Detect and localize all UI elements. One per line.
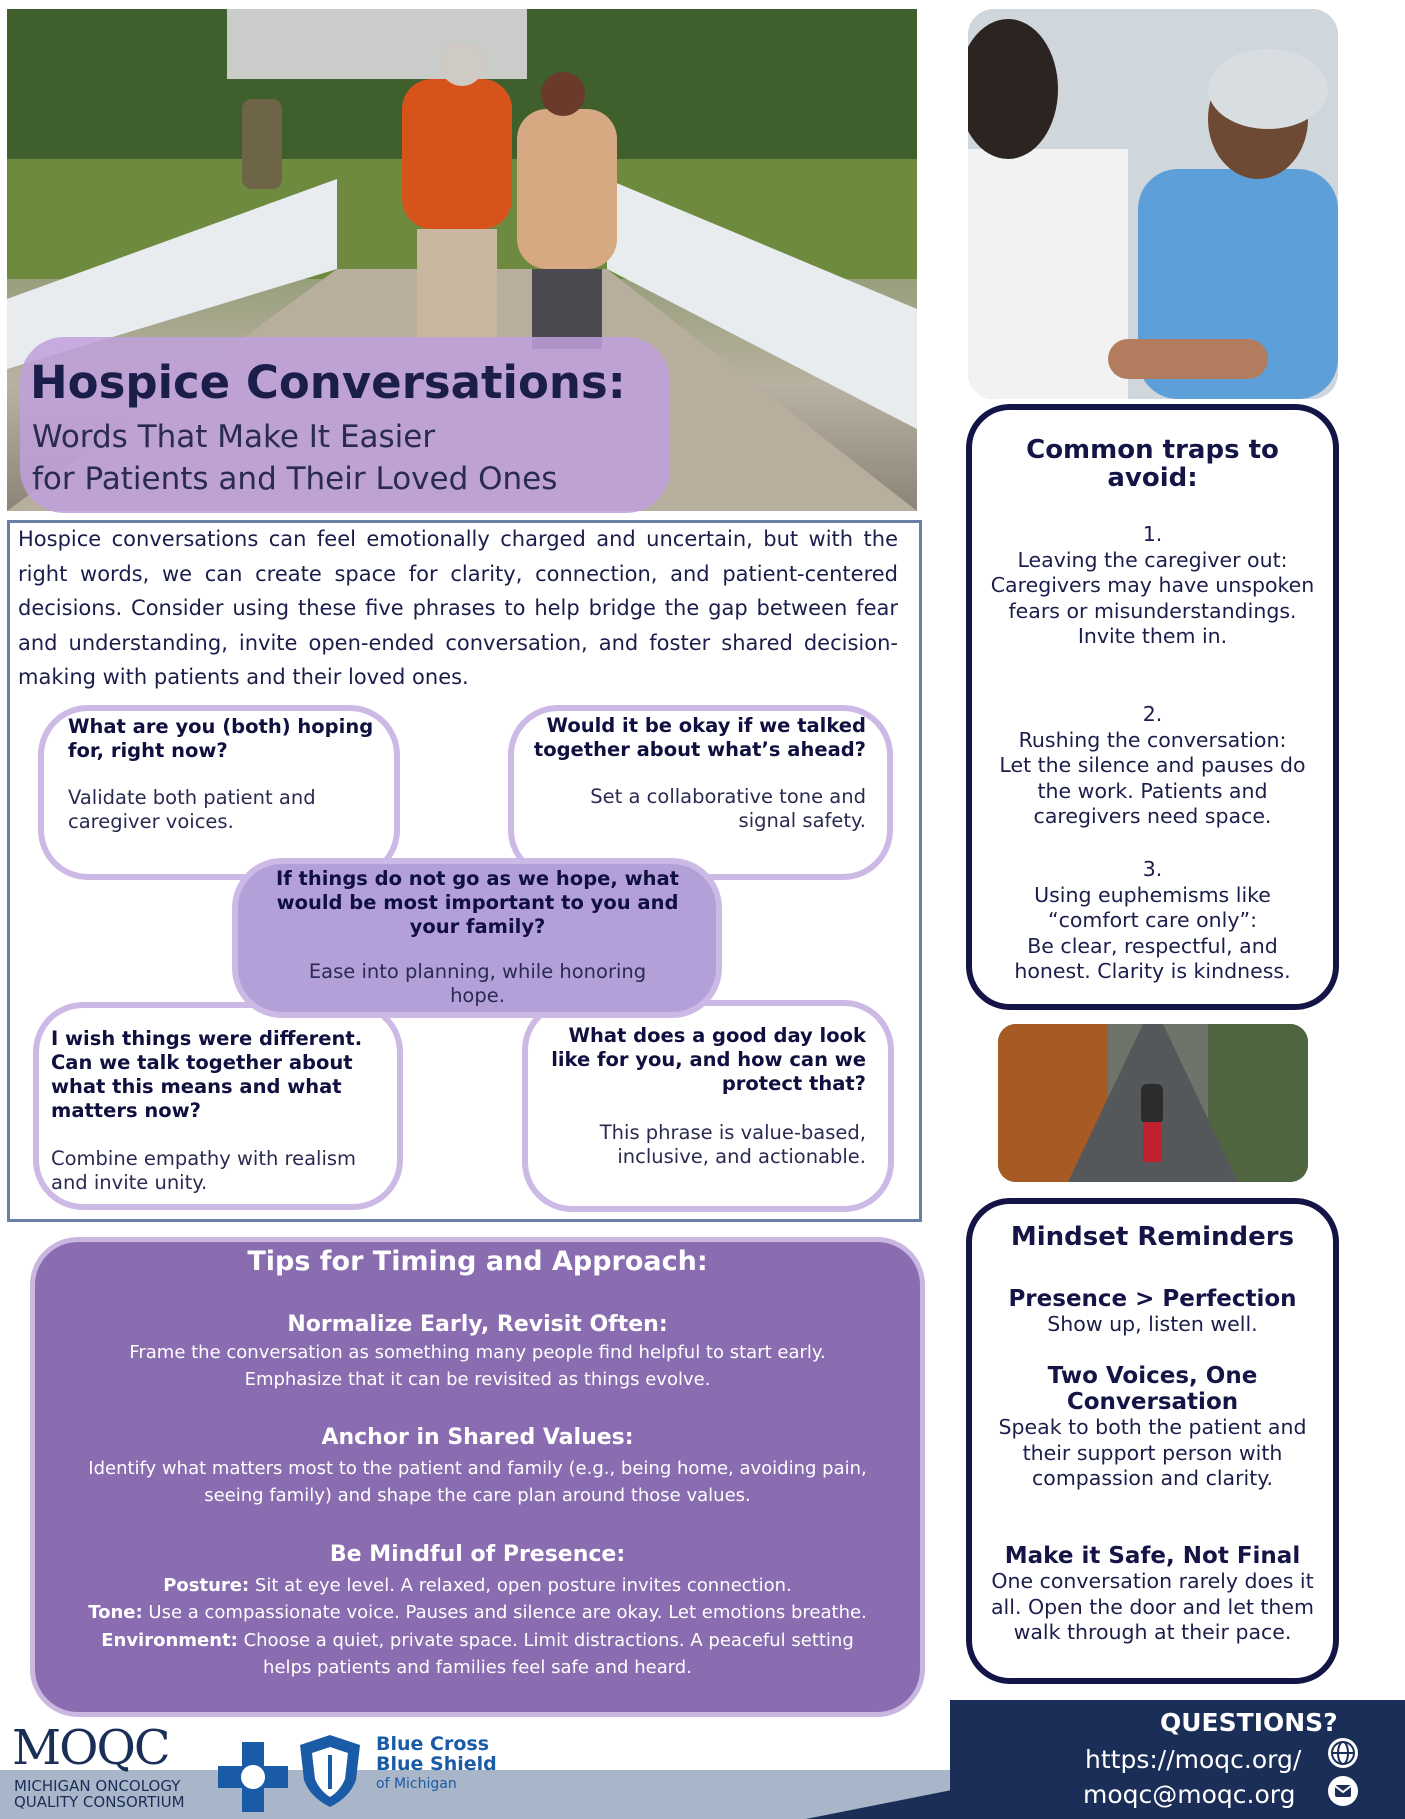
phrase-2-note: Set a collaborative tone and signal safety.	[590, 785, 866, 832]
tip-heading-3: Be Mindful of Presence:	[329, 1542, 626, 1567]
page-title: Hospice Conversations:	[30, 356, 626, 409]
phrase-3-note: Ease into planning, while honoring hope.	[308, 960, 647, 1007]
tip-presence-environment: Environment: Choose a quiet, private space. Limit distractions. A peaceful setting	[101, 1630, 854, 1651]
phrase-4-note: Combine empathy with realism and invite unity.	[51, 1147, 357, 1194]
phrase-1-question: What are you (both) hoping for, right now?	[68, 715, 374, 762]
bridge-photo	[998, 1024, 1308, 1182]
blue-shield-icon	[300, 1735, 360, 1807]
trap-3: 3. Using euphemisms like “comfort care only”: Be clear, respectful, and honest. Clarity is kindness.	[1014, 857, 1291, 983]
moqc-subtitle: MICHIGAN ONCOLOGY QUALITY CONSORTIUM	[14, 1777, 185, 1811]
blue-cross-icon	[218, 1742, 288, 1812]
page-subtitle	[32, 416, 557, 500]
intro-paragraph: Hospice conversations can feel emotionally charged and uncertain, but with the right words, we can create space for clarity, connection, and patient-centered decisions. Consider using these five phrases to help bridge the gap between fear and understanding, invite open-ended conversation, and foster shared decision-making with patients and their loved ones.	[18, 527, 898, 689]
phrase-5-question: What does a good day look like for you, and how can we protect that?	[551, 1024, 866, 1095]
subtitle-line-1: Words That Make It Easier	[32, 419, 436, 455]
bcbs-name: Blue Cross Blue Shield	[376, 1733, 497, 1775]
globe-icon	[1328, 1738, 1358, 1768]
tip-text-2b: seeing family) and shape the care plan around those values.	[204, 1485, 751, 1506]
tip-heading-2: Anchor in Shared Values:	[321, 1425, 634, 1450]
subtitle-line-2: for Patients and Their Loved Ones	[32, 461, 558, 497]
questions-label: QUESTIONS?	[1160, 1708, 1338, 1737]
tip-text-2a: Identify what matters most to the patient and family (e.g., being home, avoiding pain,	[88, 1458, 867, 1479]
website-link[interactable]: https://moqc.org/	[1085, 1745, 1302, 1774]
phrase-5-note: This phrase is value-based, inclusive, and actionable.	[599, 1121, 866, 1168]
trap-2: 2. Rushing the conversation: Let the silence and pauses do the work. Patients and caregivers need space.	[999, 702, 1306, 828]
phrase-2-question: Would it be okay if we talked together about what’s ahead?	[533, 714, 866, 761]
tip-presence-tone: Tone: Use a compassionate voice. Pauses and silence are okay. Let emotions breathe.	[88, 1602, 867, 1623]
phrase-4-question: I wish things were different. Can we talk together about what this means and what matters now?	[51, 1027, 363, 1122]
nurse-patient-photo	[968, 9, 1338, 399]
mindset-item-2: Two Voices, One Conversation Speak to both the patient and their support person with compassion and clarity.	[998, 1363, 1307, 1490]
traps-title: Common traps to avoid:	[1026, 435, 1279, 493]
email-link[interactable]: moqc@moqc.org	[1083, 1780, 1296, 1809]
phrase-1-note: Validate both patient and caregiver voices.	[68, 786, 316, 833]
bcbs-state: of Michigan	[376, 1776, 457, 1792]
tip-heading-1: Normalize Early, Revisit Often:	[287, 1312, 668, 1337]
tips-title: Tips for Timing and Approach:	[247, 1246, 708, 1277]
mindset-item-3: Make it Safe, Not Final One conversation rarely does it all. Open the door and let them walk through at their pace.	[990, 1543, 1314, 1644]
mindset-title: Mindset Reminders	[1010, 1222, 1295, 1252]
tip-text-1a: Frame the conversation as something many people find helpful to start early.	[129, 1342, 826, 1363]
moqc-logo: MOQC	[12, 1720, 169, 1776]
trap-1: 1. Leaving the caregiver out: Caregivers may have unspoken fears or misunderstandings. Invite them in.	[990, 522, 1315, 648]
tip-text-1b: Emphasize that it can be revisited as things evolve.	[244, 1369, 711, 1390]
email-icon	[1328, 1776, 1358, 1806]
tip-presence-posture: Posture: Sit at eye level. A relaxed, open posture invites connection.	[163, 1575, 792, 1596]
phrase-3-question: If things do not go as we hope, what would be most important to you and your family?	[276, 867, 679, 938]
mindset-item-1: Presence > Perfection Show up, listen well.	[1008, 1286, 1297, 1336]
tip-presence-last: helps patients and families feel safe and heard.	[263, 1657, 692, 1678]
